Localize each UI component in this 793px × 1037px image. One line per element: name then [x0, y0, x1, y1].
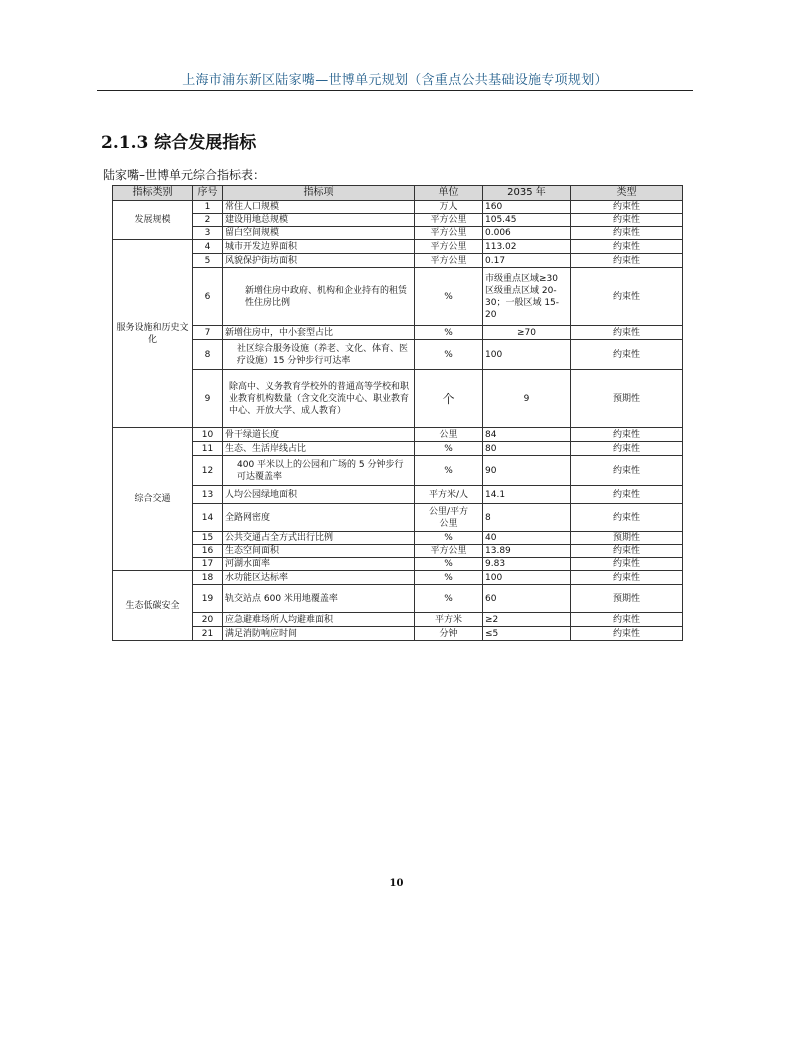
row-number: 3: [193, 227, 223, 240]
row-value: 13.89: [483, 545, 571, 558]
row-unit: 公里/平方公里: [415, 504, 483, 532]
row-value: 80: [483, 442, 571, 456]
row-number: 19: [193, 585, 223, 613]
row-item: 全路网密度: [223, 504, 415, 532]
row-unit: 平方米/人: [415, 486, 483, 504]
category-cell: 发展规模: [113, 201, 193, 240]
table-row: [113, 532, 683, 545]
row-unit: 万人: [415, 201, 483, 214]
row-item: 建设用地总规模: [223, 214, 415, 227]
row-number: 5: [193, 254, 223, 268]
row-number: 4: [193, 240, 223, 254]
row-type: 约束性: [571, 340, 683, 370]
indicator-table: [112, 185, 683, 641]
table-row: [113, 340, 683, 370]
row-unit: 公里: [415, 428, 483, 442]
row-item: 满足消防响应时间: [223, 627, 415, 641]
row-value: 90: [483, 456, 571, 486]
category-cell: 生态低碳安全: [113, 571, 193, 641]
row-unit: 个: [415, 370, 483, 428]
row-type: 约束性: [571, 627, 683, 641]
row-item: 水功能区达标率: [223, 571, 415, 585]
table-row: [113, 428, 683, 442]
row-unit: %: [415, 442, 483, 456]
row-item: 河湖水面率: [223, 558, 415, 571]
row-number: 9: [193, 370, 223, 428]
row-value: 市级重点区域≥30 区级重点区域 20-30；一般区域 15-20: [483, 268, 571, 326]
column-header-category: 指标类别: [113, 186, 193, 201]
column-header-type: 类型: [571, 186, 683, 201]
row-value: 105.45: [483, 214, 571, 227]
row-type: 预期性: [571, 370, 683, 428]
row-type: 约束性: [571, 227, 683, 240]
column-header-unit: 单位: [415, 186, 483, 201]
row-number: 18: [193, 571, 223, 585]
category-cell: 综合交通: [113, 428, 193, 571]
row-number: 1: [193, 201, 223, 214]
row-type: 约束性: [571, 613, 683, 627]
row-unit: 分钟: [415, 627, 483, 641]
row-unit: %: [415, 585, 483, 613]
table-row: [113, 504, 683, 532]
row-type: 约束性: [571, 428, 683, 442]
row-type: 约束性: [571, 201, 683, 214]
table-row: [113, 613, 683, 627]
row-number: 12: [193, 456, 223, 486]
row-value: 113.02: [483, 240, 571, 254]
row-unit: %: [415, 326, 483, 340]
table-row: [113, 486, 683, 504]
row-item: 应急避难场所人均避难面积: [223, 613, 415, 627]
row-number: 8: [193, 340, 223, 370]
row-type: 约束性: [571, 571, 683, 585]
row-type: 约束性: [571, 545, 683, 558]
row-item: 骨干绿道长度: [223, 428, 415, 442]
row-item: 风貌保护街坊面积: [223, 254, 415, 268]
category-cell: 服务设施和历史文化: [113, 240, 193, 428]
row-item: 生态空间面积: [223, 545, 415, 558]
row-number: 2: [193, 214, 223, 227]
row-type: 约束性: [571, 268, 683, 326]
row-type: 预期性: [571, 532, 683, 545]
table-row: [113, 326, 683, 340]
table-row: [113, 456, 683, 486]
table-row: [113, 571, 683, 585]
row-item: 新增住房中，中小套型占比: [223, 326, 415, 340]
row-item: 公共交通占全方式出行比例: [223, 532, 415, 545]
row-value: ≤5: [483, 627, 571, 641]
table-caption: 陆家嘴–世博单元综合指标表：: [103, 168, 266, 182]
row-value: 100: [483, 340, 571, 370]
row-unit: %: [415, 532, 483, 545]
row-unit: 平方公里: [415, 214, 483, 227]
row-type: 约束性: [571, 254, 683, 268]
table-row: [113, 254, 683, 268]
row-type: 约束性: [571, 326, 683, 340]
table-row: [113, 268, 683, 326]
row-item: 生态、生活岸线占比: [223, 442, 415, 456]
row-item: 除高中、义务教育学校外的普通高等学校和职业教育机构数量（含文化交流中心、职业教育中心、开放大学、成人教育）: [223, 370, 415, 428]
row-unit: %: [415, 558, 483, 571]
page-number: 10: [389, 878, 404, 889]
row-number: 20: [193, 613, 223, 627]
table-row: [113, 627, 683, 641]
row-number: 16: [193, 545, 223, 558]
row-number: 14: [193, 504, 223, 532]
table-row: [113, 201, 683, 214]
table-row: [113, 370, 683, 428]
row-value: 0.006: [483, 227, 571, 240]
header-divider: [97, 90, 693, 91]
page-header-title: 上海市浦东新区陆家嘴—世博单元规划（含重点公共基础设施专项规划）: [182, 73, 608, 88]
row-type: 约束性: [571, 442, 683, 456]
row-value: 14.1: [483, 486, 571, 504]
row-unit: 平方公里: [415, 240, 483, 254]
row-number: 13: [193, 486, 223, 504]
row-type: 约束性: [571, 504, 683, 532]
row-number: 15: [193, 532, 223, 545]
row-type: 约束性: [571, 558, 683, 571]
column-header-2035: 2035 年: [483, 186, 571, 201]
row-unit: %: [415, 340, 483, 370]
row-value: 160: [483, 201, 571, 214]
table-row: [113, 227, 683, 240]
row-unit: %: [415, 268, 483, 326]
row-value: 60: [483, 585, 571, 613]
table-header-row: [113, 186, 683, 201]
table-row: [113, 240, 683, 254]
row-value: 0.17: [483, 254, 571, 268]
row-unit: 平方公里: [415, 545, 483, 558]
row-number: 11: [193, 442, 223, 456]
row-item: 留白空间规模: [223, 227, 415, 240]
row-value: 40: [483, 532, 571, 545]
row-item: 轨交站点 600 米用地覆盖率: [223, 585, 415, 613]
row-type: 约束性: [571, 456, 683, 486]
row-type: 约束性: [571, 240, 683, 254]
row-unit: 平方公里: [415, 254, 483, 268]
row-unit: 平方米: [415, 613, 483, 627]
row-item: 新增住房中政府、机构和企业持有的租赁性住房比例: [223, 268, 415, 326]
row-unit: %: [415, 571, 483, 585]
table-row: [113, 585, 683, 613]
row-type: 约束性: [571, 214, 683, 227]
row-number: 17: [193, 558, 223, 571]
row-value: ≥2: [483, 613, 571, 627]
column-header-number: 序号: [193, 186, 223, 201]
row-item: 400 平米以上的公园和广场的 5 分钟步行可达覆盖率: [223, 456, 415, 486]
row-item: 城市开发边界面积: [223, 240, 415, 254]
row-value: 9.83: [483, 558, 571, 571]
row-item: 人均公园绿地面积: [223, 486, 415, 504]
row-type: 预期性: [571, 585, 683, 613]
row-value: 9: [483, 370, 571, 428]
table-row: [113, 558, 683, 571]
row-unit: 平方公里: [415, 227, 483, 240]
row-value: 84: [483, 428, 571, 442]
row-type: 约束性: [571, 486, 683, 504]
table-row: [113, 442, 683, 456]
row-value: 100: [483, 571, 571, 585]
row-item: 常住人口规模: [223, 201, 415, 214]
column-header-item: 指标项: [223, 186, 415, 201]
row-value: ≥70: [483, 326, 571, 340]
section-title: 2.1.3 综合发展指标: [101, 133, 257, 153]
row-number: 6: [193, 268, 223, 326]
row-value: 8: [483, 504, 571, 532]
row-number: 21: [193, 627, 223, 641]
row-item: 社区综合服务设施（养老、文化、体育、医疗设施）15 分钟步行可达率: [223, 340, 415, 370]
row-unit: %: [415, 456, 483, 486]
table-row: [113, 545, 683, 558]
row-number: 10: [193, 428, 223, 442]
table-row: [113, 214, 683, 227]
row-number: 7: [193, 326, 223, 340]
